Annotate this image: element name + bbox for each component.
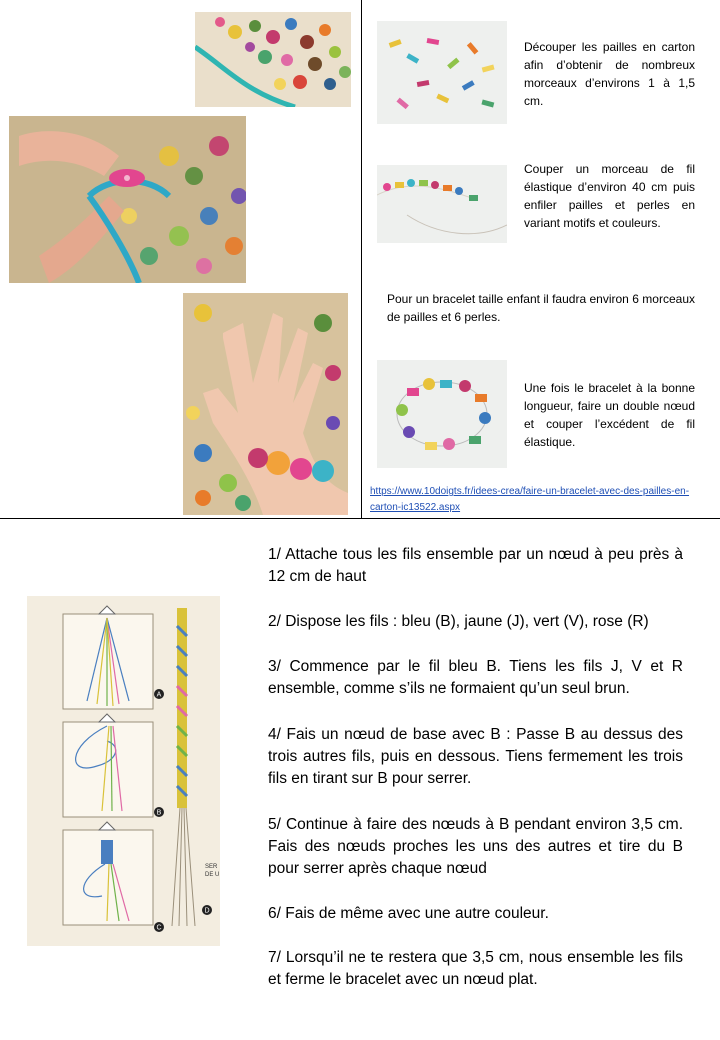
wrist-button-bracelet-photo: [183, 293, 348, 515]
diagram-side-text-1: SER: [205, 864, 218, 870]
step-text-thread-elastic: Couper un morceau de fil élastique d’environ 40 cm puis enfiler pailles et perles en variant motifs et couleurs.: [524, 162, 695, 230]
step-text-child-size: Pour un bracelet taille enfant il faudra environ 6 morceaux de pailles et 6 perles.: [387, 292, 695, 324]
threading-beads-photo: [377, 165, 507, 243]
diagram-label-a: A: [156, 691, 162, 699]
source-link[interactable]: https://www.10doigts.fr/idees-crea/faire-un-bracelet-avec-des-pailles-en-carton-ic13522.aspx: [370, 486, 690, 513]
vertical-divider: [361, 0, 362, 518]
finished-straw-bracelet-photo: [377, 360, 507, 468]
step-text-tie-knot: Une fois le bracelet à la bonne longueur, faire un double nœud et couper l’excédent de fil élastique.: [524, 381, 695, 449]
instruction-4: 4/ Fais un nœud de base avec B : Passe B au dessus des trois autres fils, puis en dessous. Tiens fermement les trois fils en tirant sur B pour serrer.: [268, 726, 683, 787]
instruction-3: 3/ Commence par le fil bleu B. Tiens les fils J, V et R ensemble, comme s’ils ne formaient qu’un seul brun.: [268, 658, 683, 697]
cut-straws-photo: [377, 21, 507, 124]
instruction-5: 5/ Continue à faire des nœuds à B pendant environ 3,5 cm. Fais des nœuds proches les uns des autres et tire du B pour serrer après chaque nœud: [268, 816, 683, 877]
horizontal-divider: [0, 518, 720, 519]
diagram-side-text-2: DE U: [205, 872, 220, 878]
step-text-cut-straws: Découper les pailles en carton afin d’obtenir de nombreux morceaux d’environs 1 à 1,5 cm.: [524, 40, 695, 108]
instruction-7: 7/ Lorsqu’il ne te restera que 3,5 cm, nous ensemble les fils et ferme le bracelet avec un nœud plat.: [268, 949, 683, 988]
instruction-1: 1/ Attache tous les fils ensemble par un nœud à peu près à 12 cm de haut: [268, 546, 683, 585]
diagram-label-c: C: [156, 924, 162, 932]
hand-threading-button-photo: [9, 116, 246, 283]
diagram-label-d: D: [204, 907, 210, 915]
instruction-2: 2/ Dispose les fils : bleu (B), jaune (J), vert (V), rose (R): [268, 613, 649, 630]
buttons-pipe-cleaner-photo: [195, 12, 351, 107]
instruction-6: 6/ Fais de même avec une autre couleur.: [268, 905, 549, 922]
knotting-steps-diagram: [27, 596, 220, 946]
diagram-label-b: B: [156, 809, 162, 817]
